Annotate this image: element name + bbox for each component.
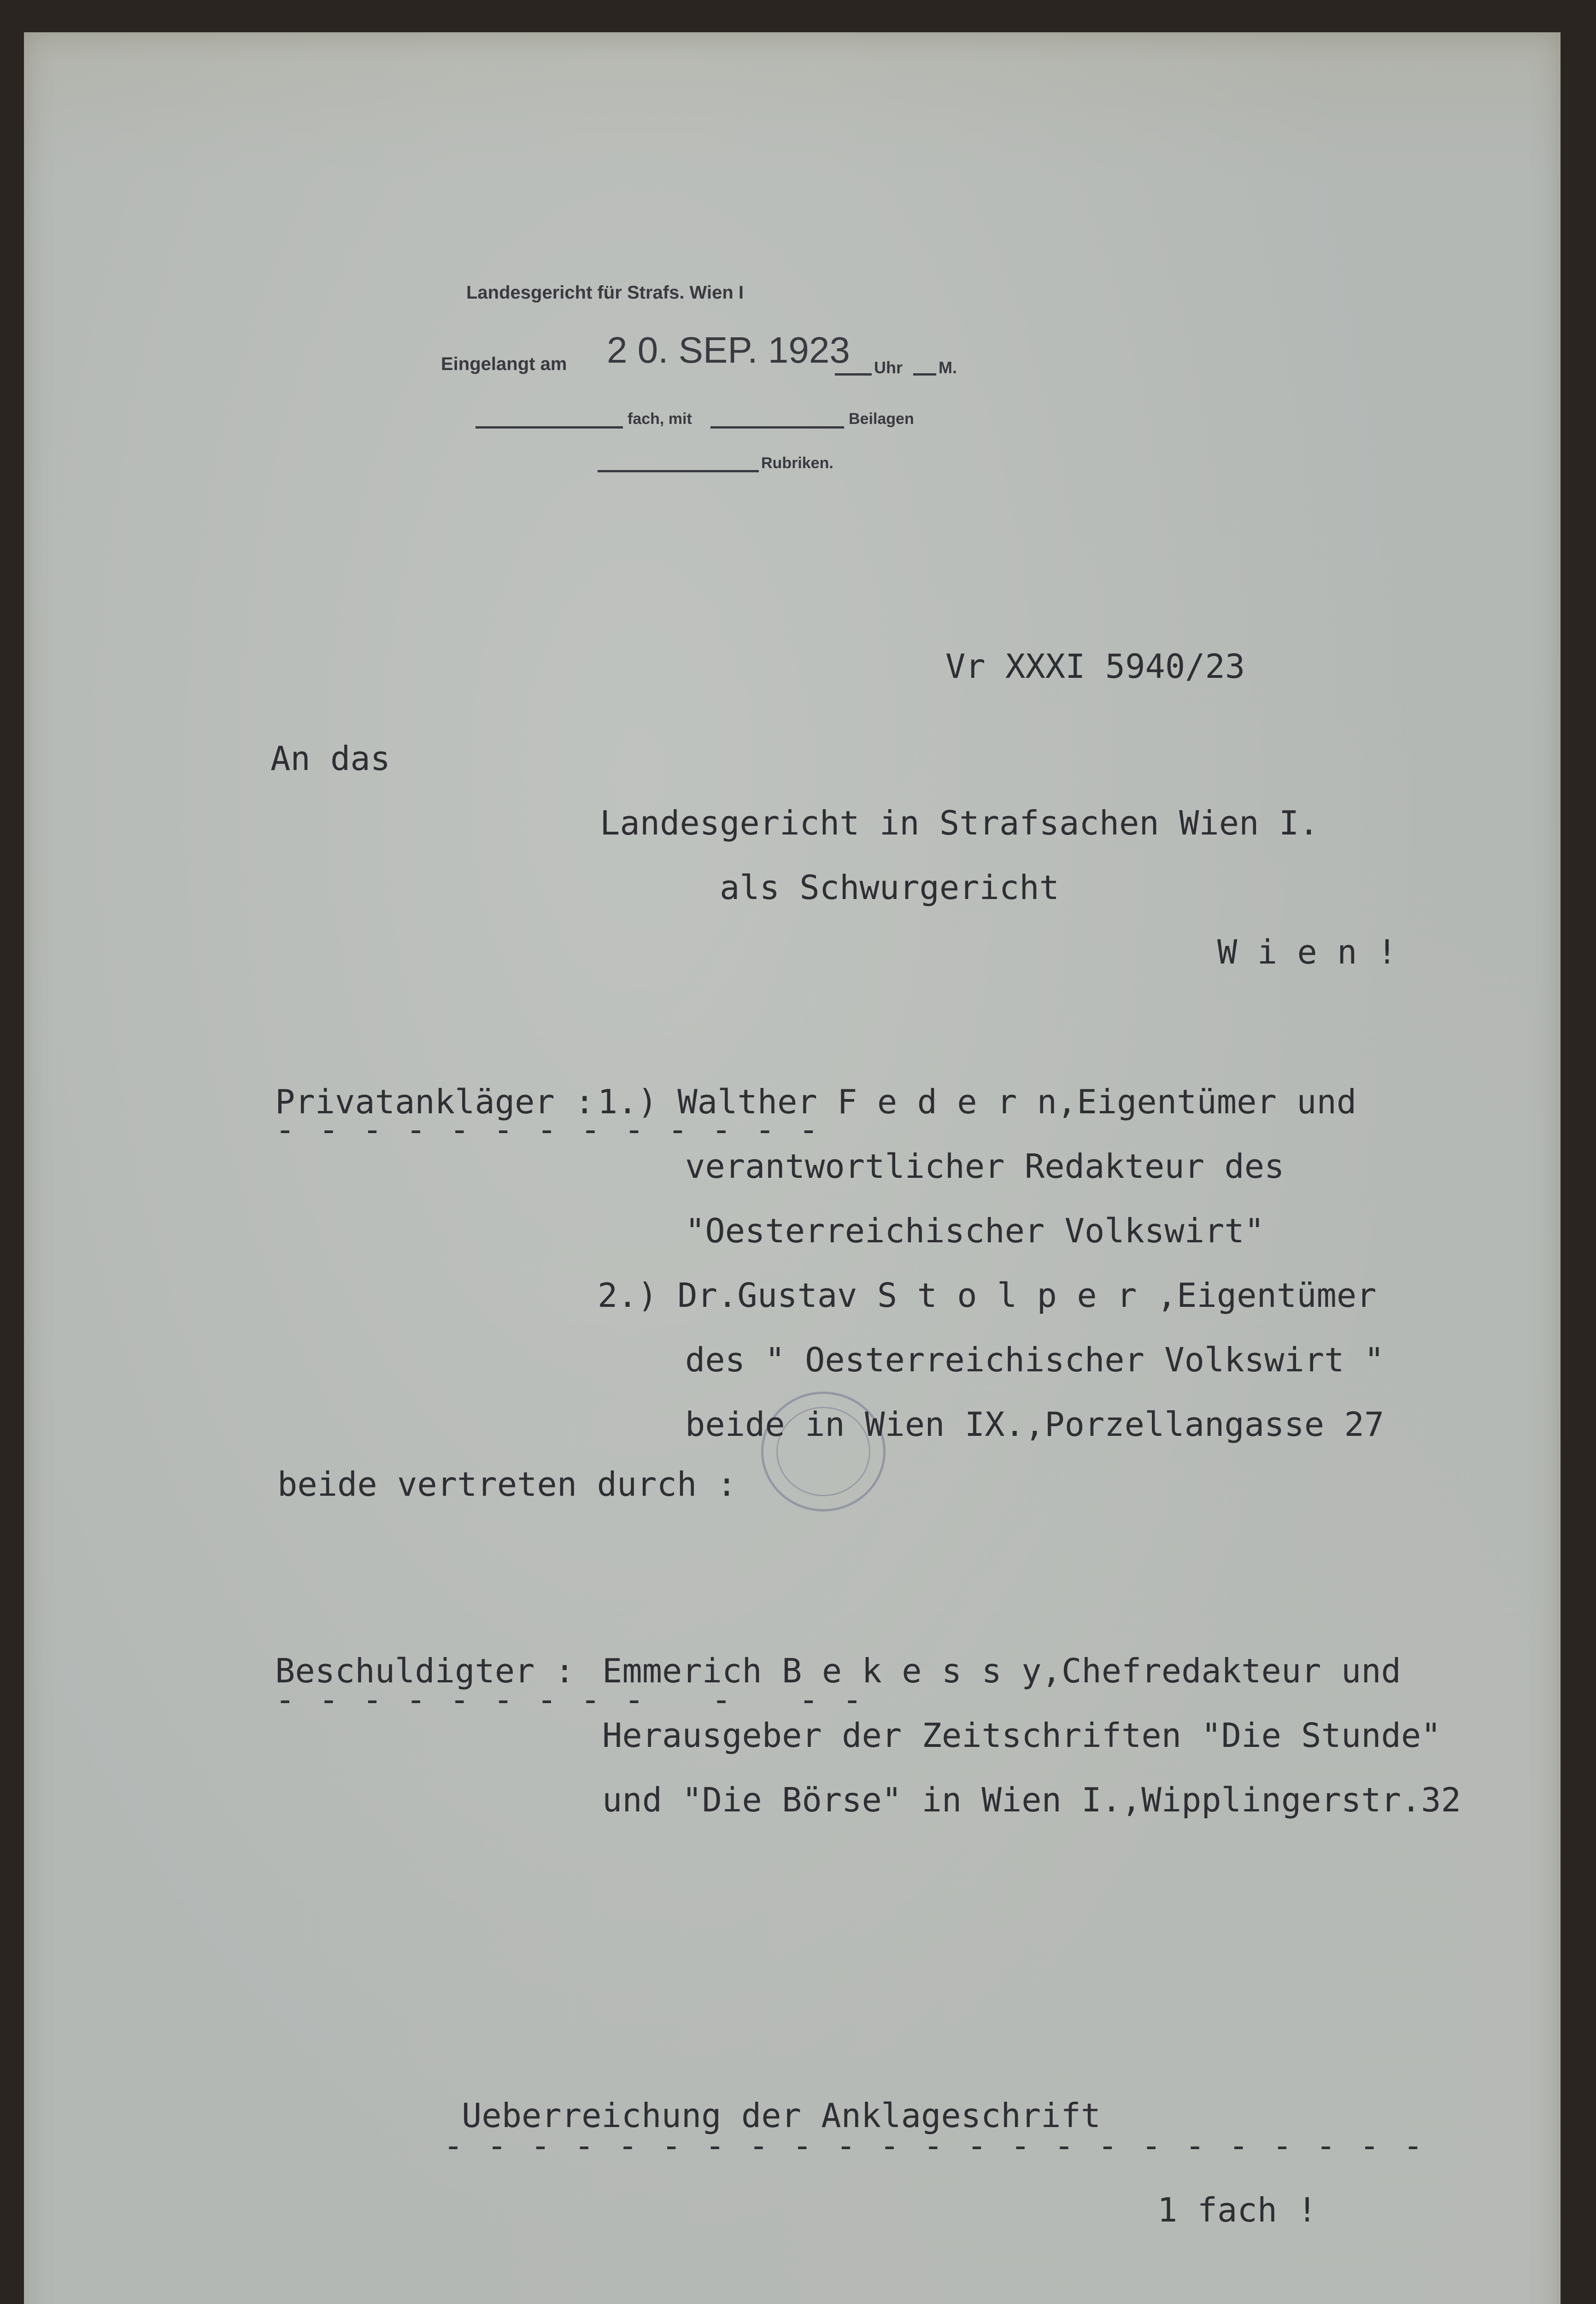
city: W i e n ! <box>1217 933 1397 971</box>
plaintiff-1-cont-2: "Oesterreichischer Volkswirt" <box>685 1211 1265 1250</box>
accused-line-1: Emmerich B e k e s s y,Chefredakteur und <box>602 1652 1401 1690</box>
subject-underline: - - - - - - - - - - - - - - - - - - - - - - - <box>443 2126 1425 2165</box>
accused-label: Beschuldigter : <box>275 1652 575 1690</box>
stamp-minutes-line <box>913 373 936 376</box>
court-line-1: Landesgericht in Strafsachen Wien I. <box>600 804 1319 842</box>
accused-underline: - - - - - - - - - - - - <box>275 1680 864 1719</box>
plaintiff-1-cont-1: verantwortlicher Redakteur des <box>685 1147 1285 1186</box>
plaintiff-2: 2.) Dr.Gustav S t o l p e r ,Eigentümer <box>598 1276 1377 1315</box>
plaintiffs-label: Privatankläger : <box>275 1082 595 1121</box>
stamp-copies-line <box>475 426 623 429</box>
subject: Ueberreichung der Anklageschrift <box>462 2096 1101 2135</box>
stamp-rubrics-line <box>598 470 759 472</box>
document-page <box>24 32 1561 2304</box>
accused-line-3: und "Die Börse" in Wien I.,Wipplingerstr.32 <box>602 1781 1461 1819</box>
court-line-2: als Schwurgericht <box>720 868 1059 907</box>
file-number: Vr XXXI 5940/23 <box>945 647 1245 686</box>
salutation: An das <box>270 739 391 778</box>
plaintiffs-underline: - - - - - - - - - - - - - <box>275 1110 821 1149</box>
represented-by: beide vertreten durch : <box>277 1465 737 1504</box>
plaintiff-2-cont-2: beide in Wien IX.,Porzellangasse 27 <box>685 1405 1385 1444</box>
accused-line-2: Herausgeber der Zeitschriften "Die Stunde" <box>602 1716 1441 1755</box>
plaintiff-1: 1.) Walther F e d e r n,Eigentümer und <box>598 1082 1357 1121</box>
stamp-minutes-label: M. <box>939 358 957 377</box>
stamp-copies-label: fach, mit <box>628 410 692 428</box>
stamp-received-date: 2 0. SEP. 1923 <box>607 329 850 370</box>
stamp-received-label: Eingelangt am <box>441 354 567 374</box>
stamp-rubrics-label: Rubriken. <box>761 454 833 472</box>
stamp-attachments-line <box>710 426 844 429</box>
stamp-attachments-label: Beilagen <box>849 410 914 428</box>
stamp-court: Landesgericht für Strafs. Wien I <box>466 282 744 303</box>
plaintiff-2-cont-1: des " Oesterreichischer Volkswirt " <box>685 1340 1385 1379</box>
stamp-time-line <box>835 373 872 376</box>
stamp-time-label: Uhr <box>874 358 903 377</box>
copies: 1 fach ! <box>1157 2191 1317 2229</box>
